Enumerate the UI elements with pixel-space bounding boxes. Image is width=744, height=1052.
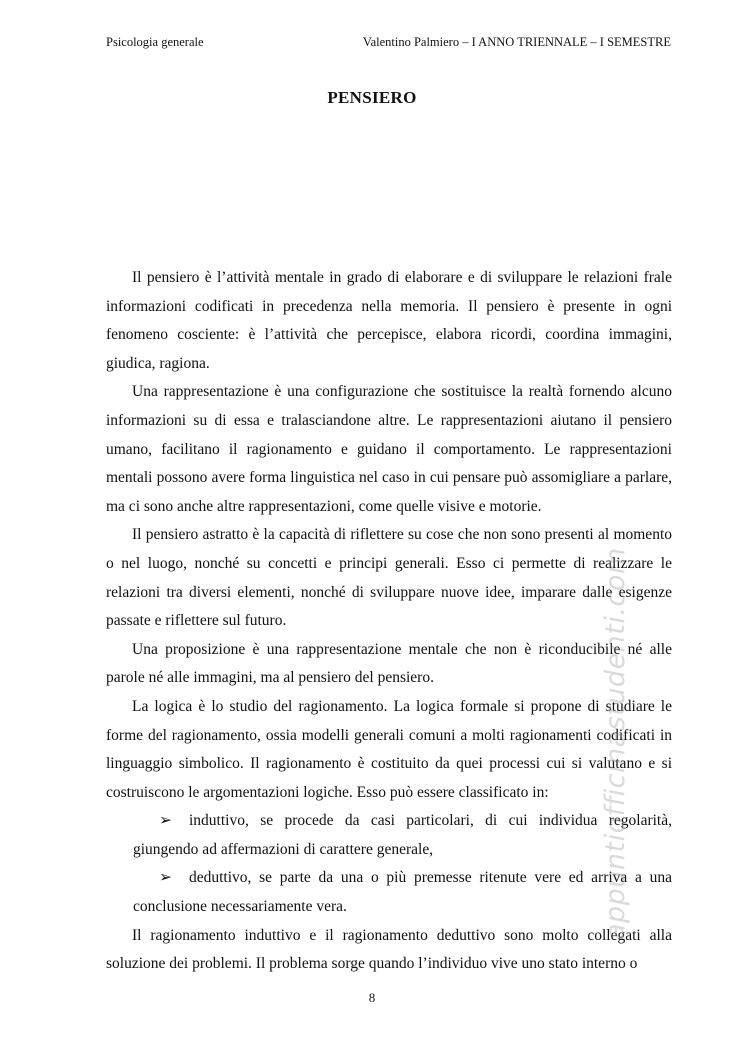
page-number: 8 (368, 990, 376, 1005)
paragraph: Una rappresentazione è una configurazione che sostituisce la realtà fornendo alcuno informazioni su di essa e tralasciandone altre. Le rappresentazioni aiutano il pensiero umano, facilitano il ragionamento e guidano il comportamento. Le rappresentazioni mentali possono avere forma linguistica nel caso in cui pensare può assomigliare a parlare, ma ci sono anche altre rappresentazioni, come quelle visive e motorie. (106, 383, 672, 515)
paragraph: Il pensiero è l’attività mentale in grado di elaborare e di sviluppare le relazioni frale informazioni codificati in precedenza nella memoria. Il pensiero è presente in ogni fenomeno cosciente: è l’attività che percepisce, elabora ricordi, coordina immagini, giudica, ragiona. (106, 269, 672, 372)
paragraph: Il pensiero astratto è la capacità di riflettere su cose che non sono presenti al momento o nel luogo, nonché su concetti e principi generali. Esso ci permette di realizzare le relazioni tra diversi elementi, nonché di sviluppare nuove idee, imparare dalle esigenze passate e riflettere sul futuro. (106, 526, 672, 630)
page-title: PENSIERO (327, 88, 417, 107)
arrow-bullet-icon: ➢ (159, 812, 172, 830)
watermark-text: appuntiofficinastudenti.com (600, 547, 631, 940)
paragraph: La logica è lo studio del ragionamento. La logica formale si propone di studiare le forme del ragionamento, ossia modelli generali comuni a molti ragionamenti codificati in linguaggio simbolico. Il ragionamento è costituito da quei processi cui si valutano e si costruiscono le argomentazioni logiche. Esso può essere classificato in: (106, 697, 672, 801)
bullet-text: induttivo, se procede da casi particolari, di cui individua regolarità, giungendo ad affermazioni di carattere generale, (133, 812, 672, 858)
document-body (106, 264, 672, 979)
header-right-text: Valentino Palmiero – I ANNO TRIENNALE – I SEMESTRE (362, 35, 671, 49)
bullet-text: deduttivo, se parte da una o più premesse ritenute vere ed arriva a una conclusione necessariamente vera. (133, 869, 672, 916)
bullet-item (106, 864, 672, 921)
paragraph: Il ragionamento induttivo e il ragionamento deduttivo sono molto collegati alla soluzione dei problemi. Il problema sorge quando l’individuo vive uno stato interno o (106, 926, 672, 973)
arrow-bullet-icon: ➢ (159, 869, 172, 887)
bullet-item (106, 807, 672, 864)
header-left-text: Psicologia generale (106, 35, 204, 49)
paragraph: Una proposizione è una rappresentazione mentale che non è riconducibile né alle parole né alle immagini, ma al pensiero del pensiero. (106, 640, 672, 687)
